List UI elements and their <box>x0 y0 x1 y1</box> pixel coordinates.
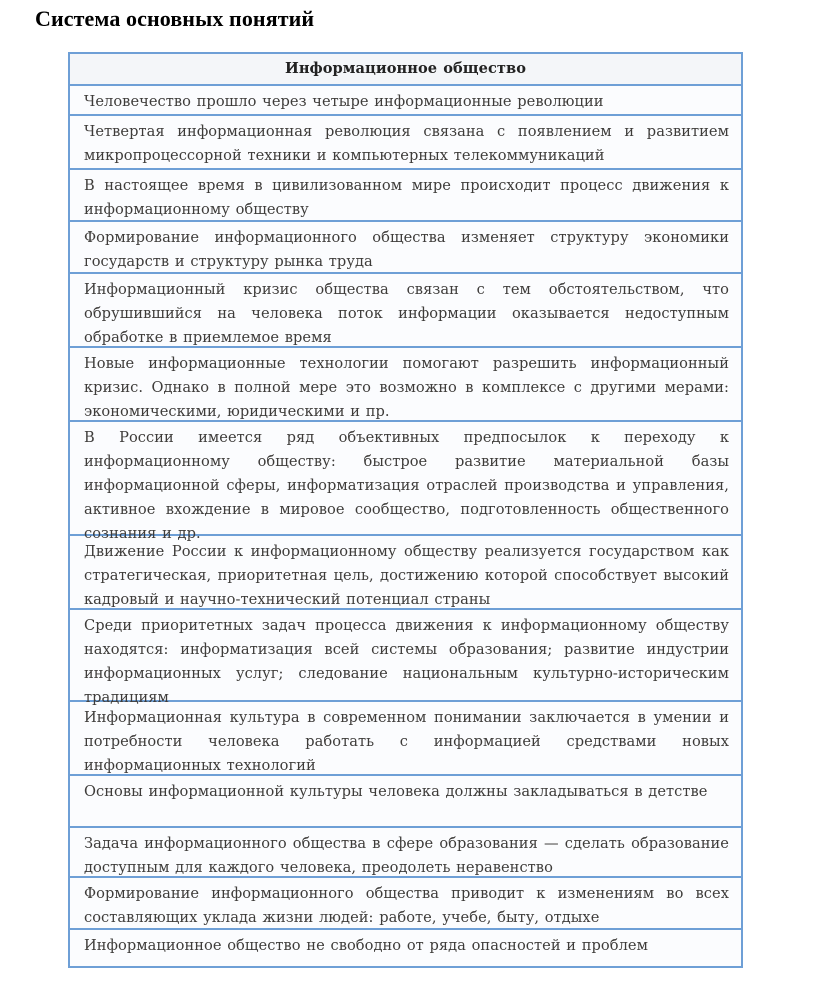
row-text: Информационное общество не свободно от ряда опасностей и проблем <box>84 937 649 954</box>
table-row <box>70 536 741 610</box>
row-text: Четвертая информационная революция связана с появлением и развитием микропроцессорной техники и компьютерных телекоммуникаций <box>84 123 729 164</box>
page-title: Система основных понятий <box>35 6 315 31</box>
table-row <box>70 776 741 828</box>
table-header-label: Информационное общество <box>284 60 526 77</box>
row-text: Основы информационной культуры человека должны закладываться в детстве <box>84 783 708 800</box>
table-row <box>70 422 741 542</box>
table-row <box>70 702 741 776</box>
table-row <box>70 878 741 930</box>
table-row <box>70 274 741 348</box>
table-header <box>70 54 741 86</box>
table-row <box>70 86 741 116</box>
row-text: Человечество прошло через четыре информационные революции <box>84 93 604 110</box>
table-row <box>70 610 741 706</box>
table-row <box>70 116 741 170</box>
table-row <box>70 348 741 422</box>
table-row <box>70 930 741 966</box>
row-text: Движение России к информационному обществу реализуется государством как стратегическая, приоритетная цель, достижению которой способствует высокий кадровый и научно-технический потенциал страны <box>84 543 729 608</box>
row-text: Формирование информационного общества изменяет структуру экономики государств и структуру рынка труда <box>84 229 729 270</box>
table-row <box>70 170 741 222</box>
row-text: Задача информационного общества в сфере образования — сделать образование доступным для каждого человека, преодолеть неравенство <box>84 835 729 876</box>
table-row <box>70 222 741 274</box>
row-text: Формирование информационного общества приводит к изменениям во всех составляющих уклада жизни людей: работе, учебе, быту, отдыхе <box>84 885 729 926</box>
concepts-table <box>68 52 743 968</box>
row-text: В настоящее время в цивилизованном мире происходит процесс движения к информационному обществу <box>84 177 729 218</box>
row-text: Среди приоритетных задач процесса движения к информационному обществу находятся: информатизация всей системы образования; развитие индустрии информационных услуг; следование национальным культурно-историческим традициям <box>84 617 729 706</box>
table-row <box>70 828 741 878</box>
row-text: Новые информационные технологии помогают разрешить информационный кризис. Однако в полной мере это возможно в комплексе с другими мерами: экономическими, юридическими и пр. <box>84 355 729 420</box>
row-text: В России имеется ряд объективных предпосылок к переходу к информационному обществу: быстрое развитие материальной базы информационной сферы, информатизация отраслей производства и управления, активное вхождение в мировое сообщество, подготовленность общественного сознания и др. <box>84 429 729 542</box>
row-text: Информационная культура в современном понимании заключается в умении и потребности человека работать с информацией средствами новых информационных технологий <box>84 709 729 774</box>
row-text: Информационный кризис общества связан с тем обстоятельством, что обрушившийся на человека поток информации оказывается недоступным обработке в приемлемое время <box>84 281 729 346</box>
